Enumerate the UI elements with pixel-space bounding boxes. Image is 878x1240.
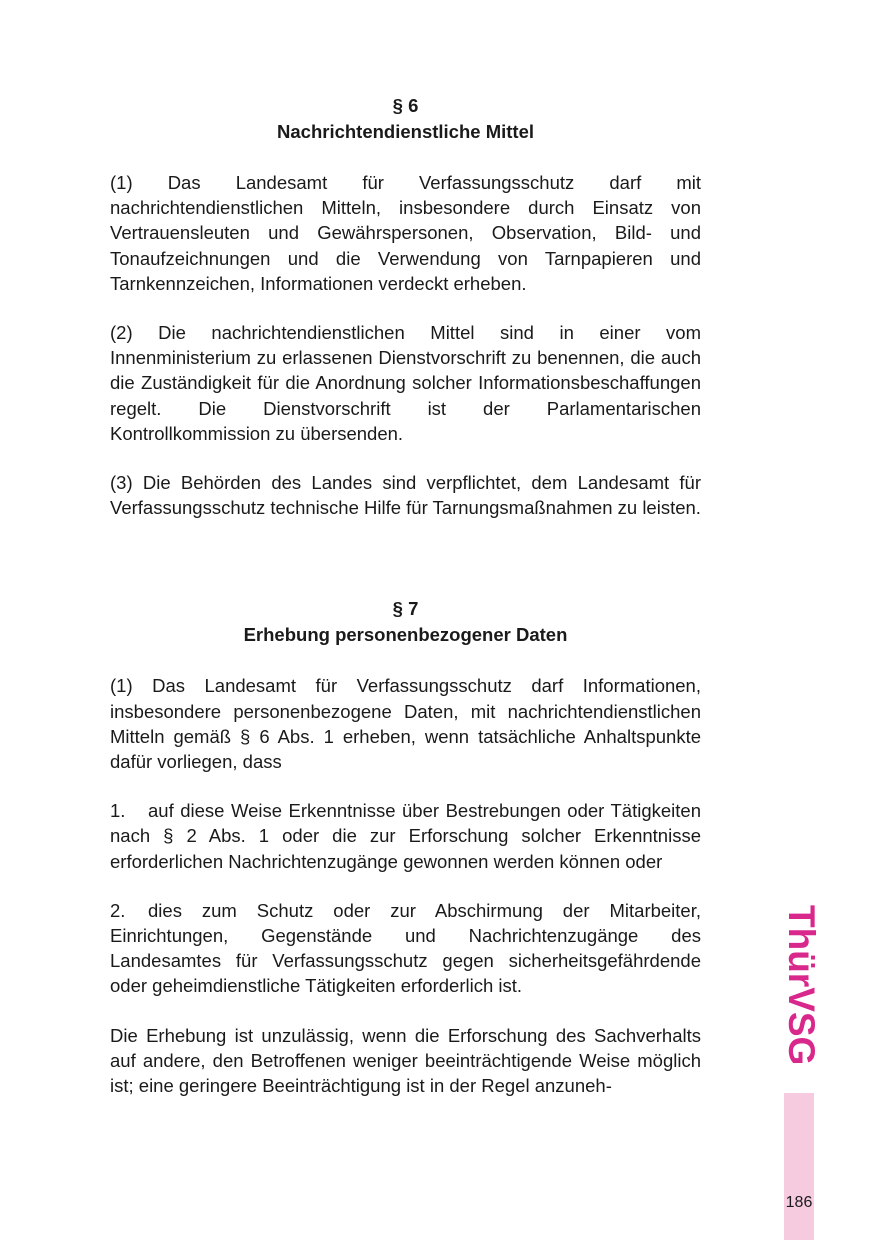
paragraph: (3) Die Behörden des Landes sind verpflichtet, dem Landesamt für Verfassungsschutz technische Hilfe für Tarnungsmaßnahmen zu leisten.: [110, 472, 701, 519]
list-item: [110, 898, 701, 999]
list-item-text: auf diese Weise Erkenntnisse über Bestrebungen oder Tätigkeiten nach § 2 Abs. 1 oder die zur Erforschung solcher Erkenntnisse erforderlichen Nachrichtenzugänge gewonnen werden können oder: [110, 800, 701, 872]
paragraph: (1) Das Landesamt für Verfassungsschutz darf Informationen, insbesondere personenbezogene Daten, mit nachrichtendienstlichen Mitteln gemäß § 6 Abs. 1 erheben, wenn tatsächliche Anhaltspunkte dafür vorliegen, dass: [110, 675, 701, 773]
paragraph: (2) Die nachrichtendienstlichen Mittel sind in einer vom Innenministerium zu erlassenen Dienstvorschrift zu benennen, die auch die Zuständigkeit für die Anordnung solcher Informationsbeschaffungen regelt. Die Dienstvorschrift ist der Parlamentarischen Kontrollkommission zu übersenden.: [110, 322, 701, 444]
side-tab: [781, 905, 822, 1066]
side-tab-label: ThürVSG: [781, 905, 822, 1066]
page-tab-bar: [784, 1093, 814, 1240]
section-number: § 7: [392, 598, 419, 620]
section-number: § 6: [392, 95, 419, 116]
section-6: [110, 93, 701, 520]
list-item-number: 1.: [110, 800, 126, 822]
page-number: 186: [785, 1194, 813, 1211]
section-title: Nachrichtendienstliche Mittel: [277, 121, 534, 142]
list-item-text: dies zum Schutz oder zur Abschirmung der Mitarbeiter, Einrichtungen, Gegenstände und Nachrichtenzugänge des Landesamtes für Verfassungsschutz gegen sicherheitsgefährdende oder geheimdienstliche Tätigkeiten erforderlich ist.: [110, 899, 701, 997]
paragraph: (1) Das Landesamt für Verfassungsschutz darf mit nachrichtendienstlichen Mitteln, insbesondere durch Einsatz von Vertrauensleuten und Gewährspersonen, Observation, Bild- und Tonaufzeichnungen und die Verwendung von Tarnpapieren und Tarnkennzeichen, Informationen verdeckt erheben.: [110, 172, 701, 294]
page-content: [110, 93, 701, 1098]
section-7: [110, 596, 701, 1098]
paragraph: Die Erhebung ist unzulässig, wenn die Erforschung des Sachverhalts auf andere, den Betroffenen weniger beeinträchtigende Weise möglich ist; eine geringere Beeinträchtigung ist in der Regel anzuneh-: [110, 1024, 701, 1097]
section-title: Erhebung personenbezogener Daten: [243, 624, 568, 646]
list-item: [110, 798, 701, 874]
list-item-number: 2.: [110, 899, 126, 921]
